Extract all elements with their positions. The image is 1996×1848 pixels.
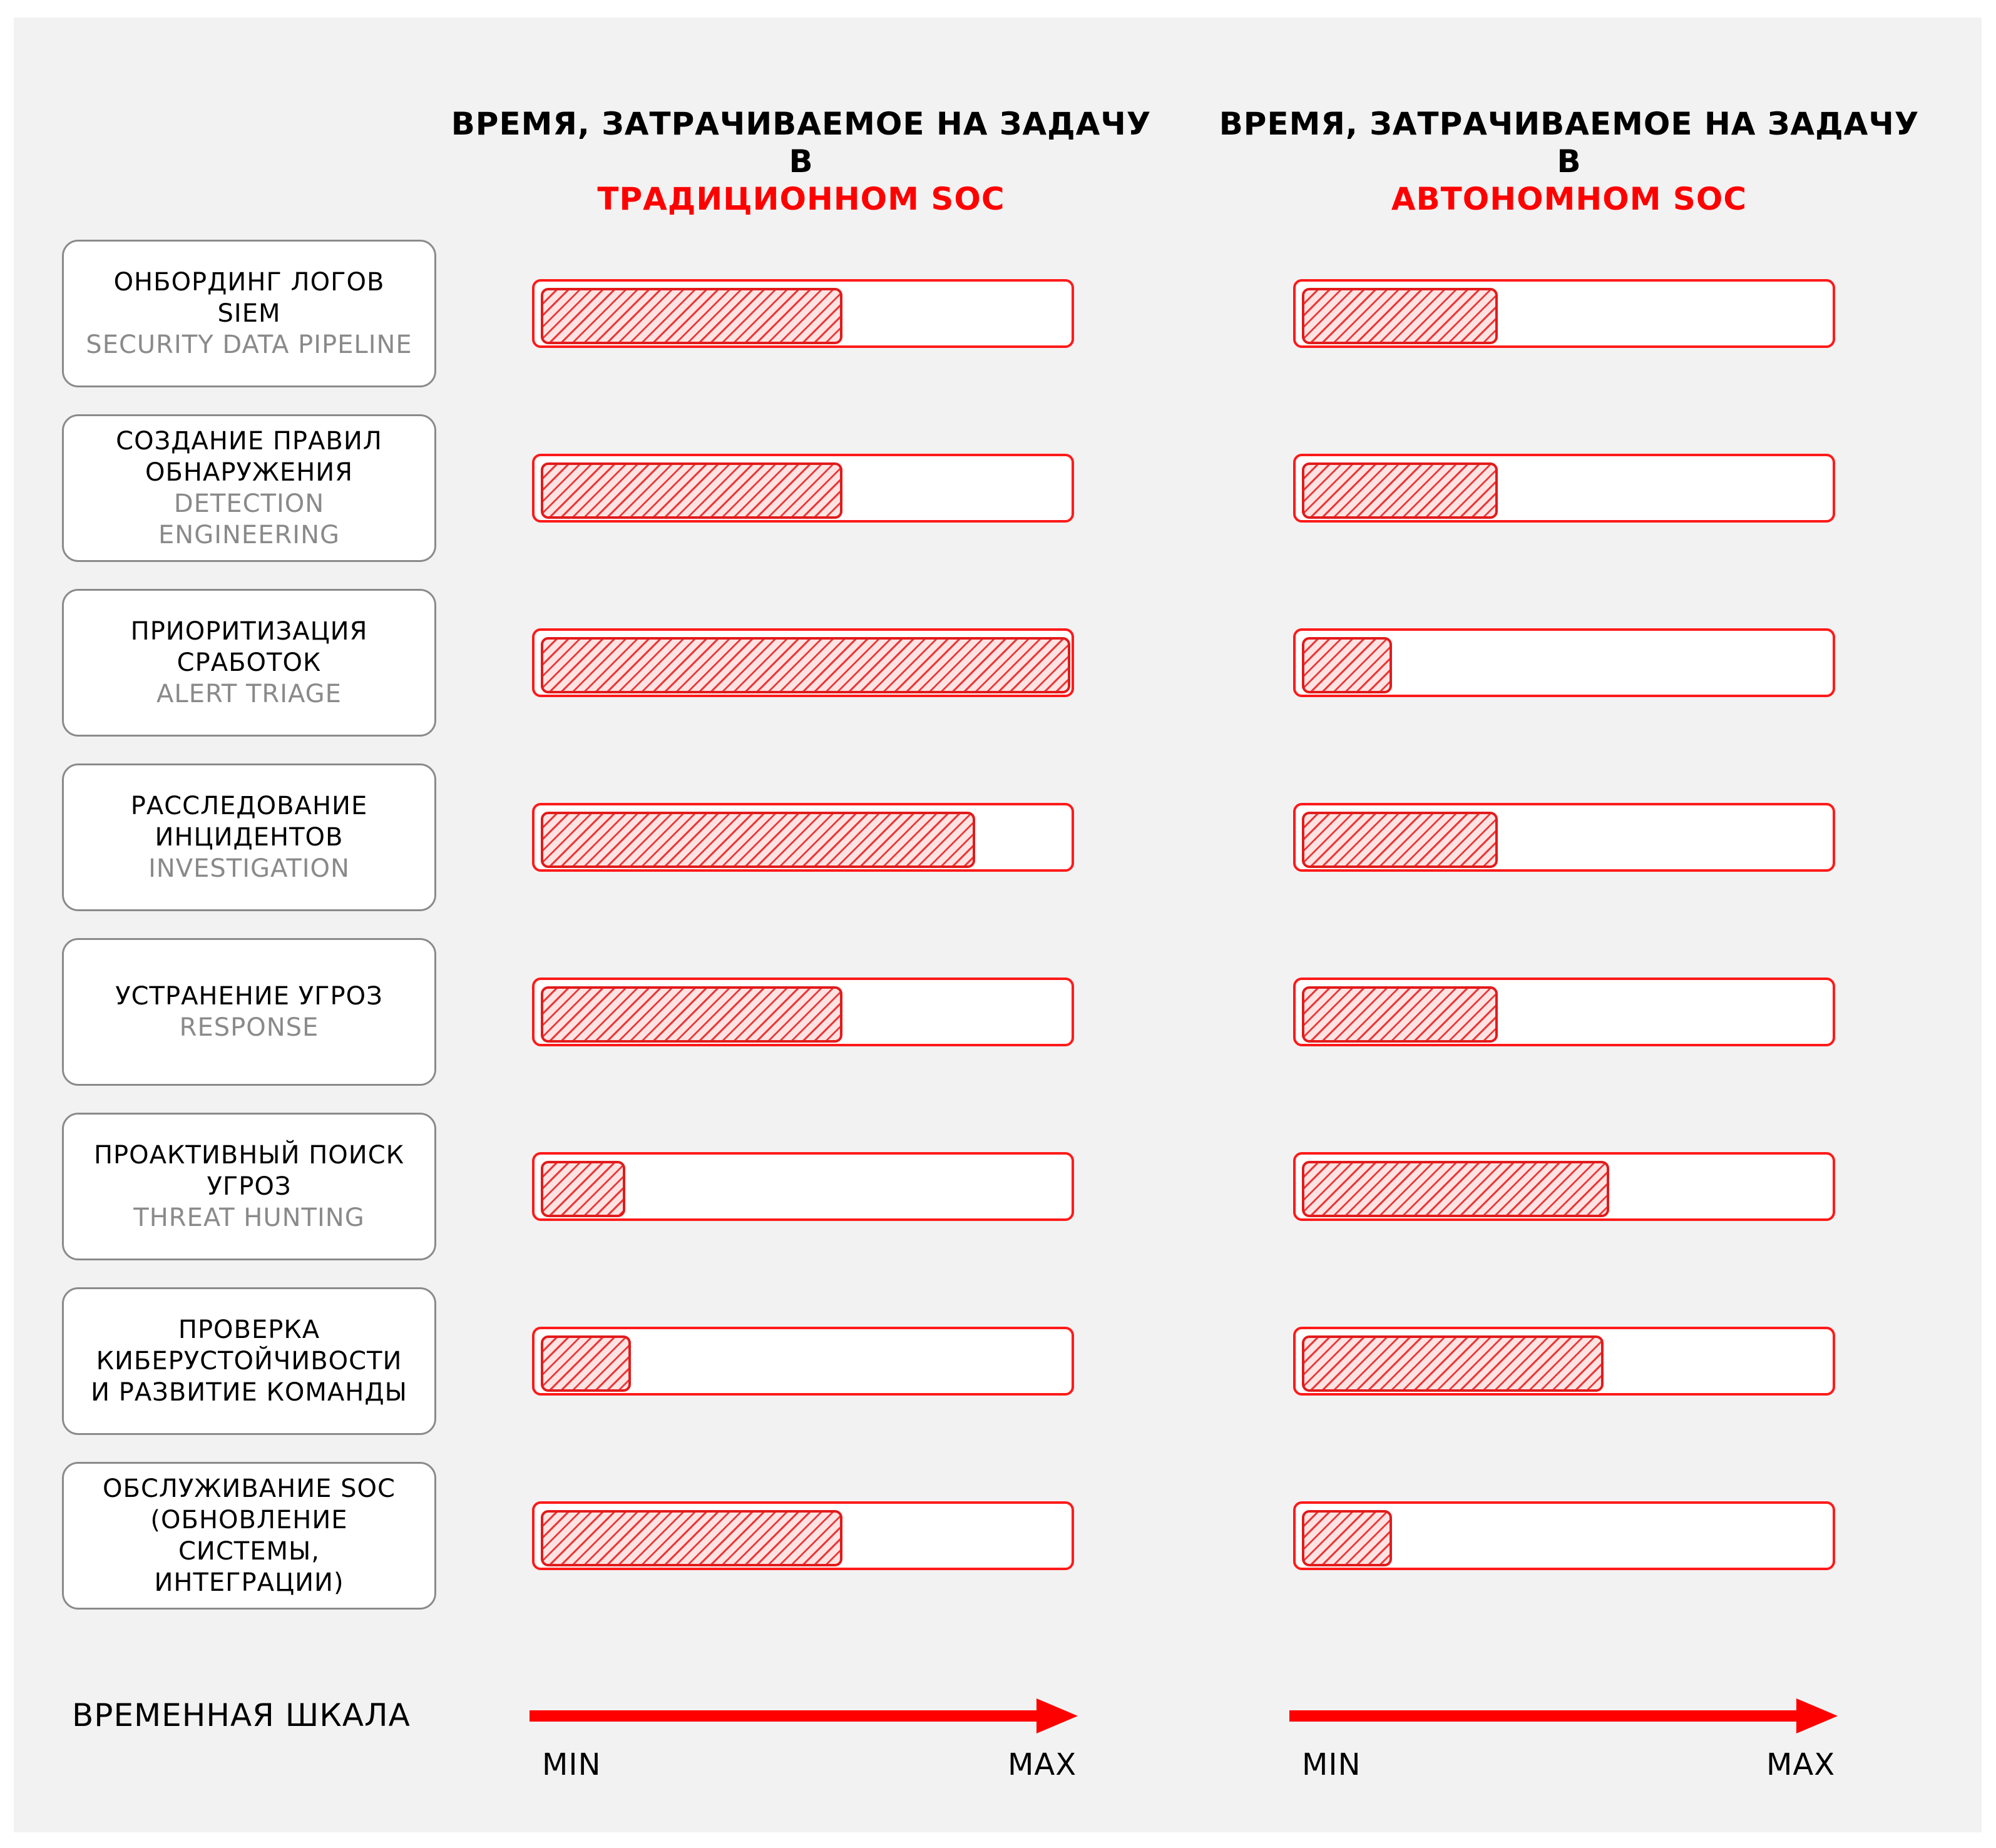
tick-max-autonomous: MAX [1766,1747,1836,1782]
bar-track-traditional [532,628,1074,697]
tick-max-traditional: MAX [1008,1747,1077,1782]
task-label: СРАБОТОК [177,648,322,677]
task-card [62,938,436,1086]
tick-min-autonomous: MIN [1302,1747,1361,1782]
bar-autonomous [1302,462,1498,519]
bar-track-autonomous [1293,803,1835,872]
bar-track-autonomous [1293,1501,1835,1570]
task-label: ИНТЕГРАЦИИ) [154,1568,344,1597]
task-label: SIEM [217,299,281,328]
bar-track-traditional [532,279,1074,348]
task-label: ПРОВЕРКА [178,1315,320,1344]
bar-track-autonomous [1293,279,1835,348]
task-label-en: SECURITY DATA PIPELINE [86,330,412,359]
bar-traditional [541,812,975,868]
timeline-arrow-autonomous [1289,1697,1838,1735]
bar-autonomous [1302,288,1498,344]
bar-track-traditional [532,978,1074,1046]
bar-traditional [541,1161,625,1217]
bar-track-traditional [532,454,1074,523]
bar-track-traditional [532,1501,1074,1570]
task-card [62,589,436,737]
task-label-en: DETECTION [173,489,325,518]
header-traditional-line2: ТРАДИЦИОННОМ SOC [597,181,1005,217]
task-label-en: ALERT TRIAGE [156,680,342,708]
task-label: ИНЦИДЕНТОВ [155,823,344,852]
timeline-arrow-traditional [530,1697,1078,1735]
task-label: УГРОЗ [207,1172,292,1201]
bar-autonomous [1302,812,1498,868]
bar-track-autonomous [1293,628,1835,697]
task-card [62,414,436,562]
bar-traditional [541,462,842,519]
task-label: КИБЕРУСТОЙЧИВОСТИ [96,1347,402,1376]
bar-track-autonomous [1293,454,1835,523]
column-header-traditional [438,105,1164,218]
task-card [62,763,436,911]
task-label-en: INVESTIGATION [148,854,350,883]
task-card [62,240,436,387]
bar-track-traditional [532,1152,1074,1221]
task-label-en: RESPONSE [179,1013,319,1042]
bar-track-traditional [532,803,1074,872]
bar-track-autonomous [1293,1152,1835,1221]
task-label: И РАЗВИТИЕ КОМАНДЫ [91,1378,407,1407]
task-label: ОБНАРУЖЕНИЯ [145,458,353,487]
bar-autonomous [1302,637,1392,693]
task-label: ОБСЛУЖИВАНИЕ SOC [103,1474,396,1503]
header-autonomous-line2: АВТОНОМНОМ SOC [1391,181,1748,217]
task-label-en: ENGINEERING [158,521,340,549]
task-label-en: THREAT HUNTING [133,1203,365,1232]
bar-track-traditional [532,1327,1074,1396]
bar-traditional [541,986,842,1043]
task-card [62,1113,436,1260]
tick-min-traditional: MIN [542,1747,601,1782]
task-label: РАССЛЕДОВАНИЕ [130,792,368,820]
bar-autonomous [1302,1161,1609,1217]
bar-traditional [541,1510,842,1566]
task-label: СОЗДАНИЕ ПРАВИЛ [116,427,382,456]
task-card [62,1287,436,1435]
bar-autonomous [1302,986,1498,1043]
column-header-autonomous [1206,105,1932,218]
header-traditional-line1: ВРЕМЯ, ЗАТРАЧИВАЕМОЕ НА ЗАДАЧУ В [451,106,1152,180]
bar-track-autonomous [1293,978,1835,1046]
bar-track-autonomous [1293,1327,1835,1396]
bar-traditional [541,637,1070,693]
bar-traditional [541,288,842,344]
task-label: СИСТЕМЫ, [178,1537,320,1566]
task-label: ПРИОРИТИЗАЦИЯ [130,617,368,646]
header-autonomous-line1: ВРЕМЯ, ЗАТРАЧИВАЕМОЕ НА ЗАДАЧУ В [1219,106,1920,180]
bar-traditional [541,1335,631,1392]
task-label: (ОБНОВЛЕНИЕ [150,1506,348,1534]
task-card [62,1462,436,1610]
task-label: ПРОАКТИВНЫЙ ПОИСК [93,1141,405,1170]
task-label: УСТРАНЕНИЕ УГРОЗ [115,982,383,1011]
timeline-label: ВРЕМЕННАЯ ШКАЛА [72,1697,411,1733]
bar-autonomous [1302,1335,1604,1392]
task-label: ОНБОРДИНГ ЛОГОВ [113,268,385,297]
bar-autonomous [1302,1510,1392,1566]
